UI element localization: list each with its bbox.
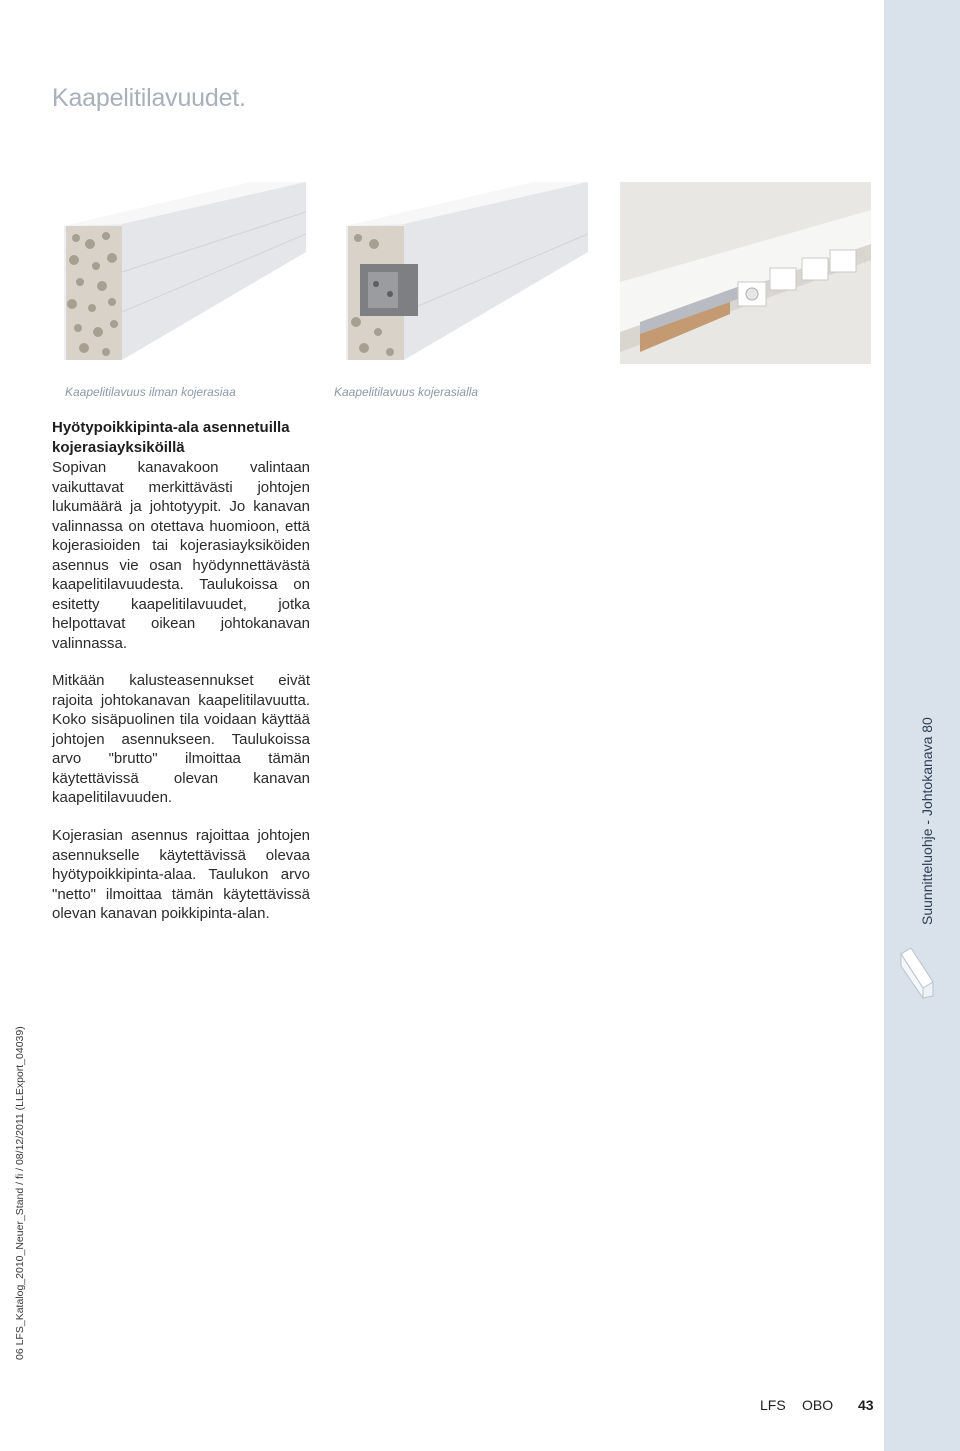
- cable-duct-icon: [893, 944, 939, 1000]
- duct-photo-without-box: [52, 182, 306, 364]
- duct-photo-with-box: [334, 182, 588, 364]
- paragraph-3: Kojerasian asennus rajoittaa johtojen asennukselle käytettävissä olevaa hyötypoikkipinta-alaa. Taulukon arvo "netto" ilmoittaa tämän käytettävissä olevan kanavan poikkipinta-alan.: [52, 827, 310, 922]
- section-heading: Hyötypoikkipinta-ala asennetuilla kojerasiayksiköillä: [52, 419, 290, 456]
- brand-lfs: LFS: [760, 1397, 786, 1413]
- sidebar-label: Suunnitteluohje - Johtokanava 80: [919, 717, 935, 925]
- brand-obo: OBO: [802, 1397, 834, 1413]
- duct-photo-installed: [620, 182, 871, 364]
- paragraph-1: Sopivan kanavakoon valintaan vaikuttavat merkittävästi johtojen lukumäärä ja johtotyypit. Jo kanavan valinnassa on otettava huomioon, että kojerasioiden tai kojerasiayksiköiden asennus vie osan hyödynnettävästä kaapelitilavuudesta. Taulukoissa on esitetty kaapelitilavuudet, jotka helpottavat oikean johtokanavan valinnassa.: [52, 459, 310, 652]
- print-slug: 06 LFS_Katalog_2010_Neuer_Stand / fi / 08/12/2011 (LLExport_04039): [14, 1026, 26, 1360]
- caption-right: Kaapelitilavuus kojerasialla: [334, 385, 479, 399]
- caption-left: Kaapelitilavuus ilman kojerasiaa: [65, 385, 236, 399]
- paragraph-2: Mitkään kalusteasennukset eivät rajoita johtokanavan kaapelitilavuutta. Koko sisäpuolinen tila voidaan käyttää johtojen asennukseen. Taulukoissa arvo "brutto" ilmoittaa tämän käytettävissä olevan kanavan kaapelitilavuuden.: [52, 672, 310, 806]
- page-title: Kaapelitilavuudet.: [52, 84, 246, 112]
- page-number: 43: [858, 1397, 874, 1413]
